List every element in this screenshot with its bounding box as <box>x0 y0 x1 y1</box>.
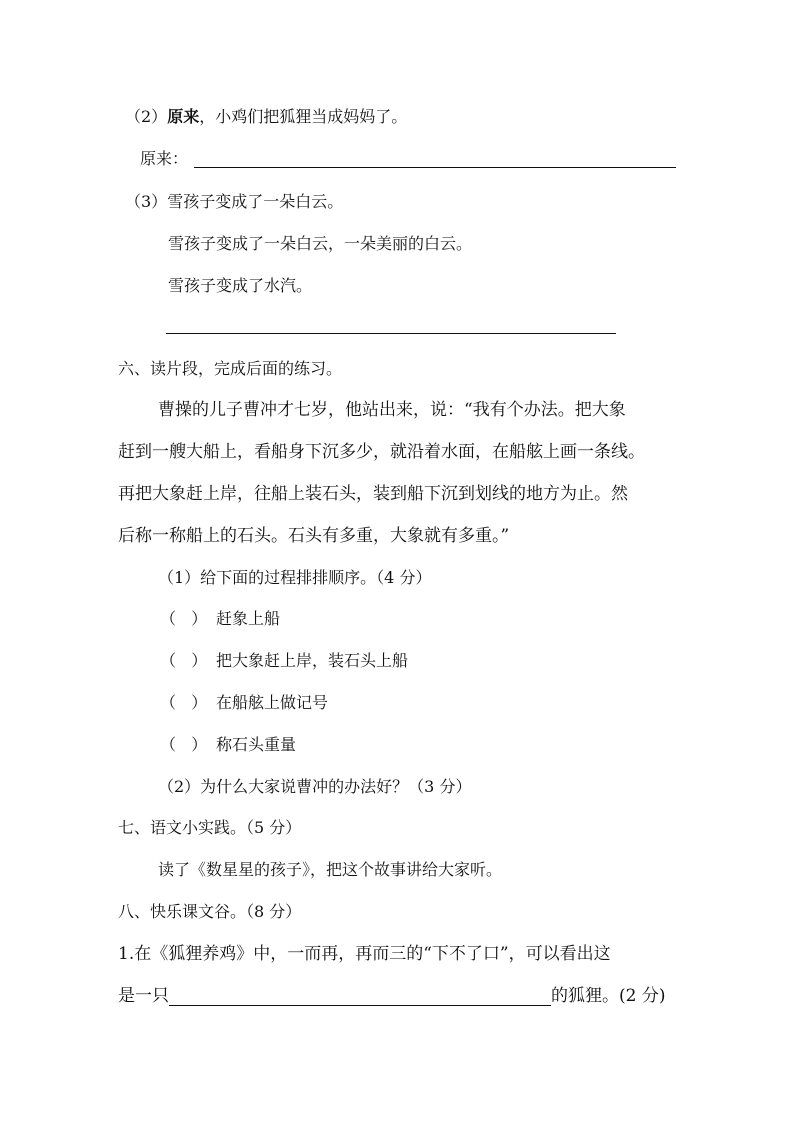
q5-item2-sentence <box>125 107 407 127</box>
order-item-4 <box>160 735 296 755</box>
q5-item3-sentence <box>125 192 343 212</box>
q5-item3-s2: 雪孩子变成了一朵白云，一朵美丽的白云。 <box>168 234 473 253</box>
q6-passage-line-3: 再把大象赶上岸，往船上装石头，装到船下沉到划线的地方为止。然 <box>118 484 628 504</box>
q5-item2-bold-word: 原来 <box>167 107 200 126</box>
order-item-1-blank[interactable]: （ ） <box>160 609 208 628</box>
order-item-2 <box>160 651 408 671</box>
order-item-3-blank[interactable]: （ ） <box>160 693 208 712</box>
order-item-1-label: 赶象上船 <box>216 609 281 628</box>
q6-passage-line-2: 赶到一艘大船上，看船身下沉多少，就沿着水面，在船舷上画一条线。 <box>118 442 645 462</box>
order-item-3 <box>160 693 328 713</box>
order-item-1 <box>160 609 280 629</box>
q5-item3-number: （3） <box>125 192 168 211</box>
q6-heading: 六、读片段，完成后面的练习。 <box>118 359 343 378</box>
q8-line-2-start: 是一只 <box>118 986 169 1006</box>
q8-answer-line[interactable] <box>169 989 551 1006</box>
q6-passage-line-1: 曹操的儿子曹冲才七岁，他站出来，说：“我有个办法。把大象 <box>158 400 626 420</box>
q8-line-2 <box>118 986 665 1006</box>
q7-text: 读了《数星星的孩子》，把这个故事讲给大家听。 <box>158 860 503 879</box>
q8-line-2-end: 的狐狸。(2 分) <box>551 986 666 1006</box>
q6-sub2: （2）为什么大家说曹冲的办法好？（3 分） <box>158 777 472 796</box>
q8-line-1: 1.在《狐狸养鸡》中，一而再，再而三的“下不了口”，可以看出这 <box>118 944 611 964</box>
order-item-2-blank[interactable]: （ ） <box>160 651 208 670</box>
q5-item3-s1: 雪孩子变成了一朵白云。 <box>167 192 344 211</box>
order-item-4-blank[interactable]: （ ） <box>160 735 208 754</box>
q6-passage-line-4: 后称一称船上的石头。石头有多重，大象就有多重。” <box>118 526 510 546</box>
q7-heading: 七、语文小实践。（5 分） <box>118 818 302 837</box>
q5-item2-rest: ，小鸡们把狐狸当成妈妈了。 <box>199 107 408 126</box>
q5-item2-answer-line[interactable] <box>194 151 676 168</box>
q6-sub1: （1）给下面的过程排排顺序。（4 分） <box>158 568 432 587</box>
q5-item2-fill-row <box>140 149 188 169</box>
q5-item2-number: （2） <box>125 107 168 126</box>
order-item-3-label: 在船舷上做记号 <box>216 693 329 712</box>
q8-heading: 八、快乐课文谷。（8 分） <box>118 902 302 921</box>
q5-item3-answer-line[interactable] <box>166 317 616 334</box>
order-item-4-label: 称石头重量 <box>216 735 297 754</box>
q5-item2-fill-label: 原来： <box>140 149 189 168</box>
order-item-2-label: 把大象赶上岸，装石头上船 <box>216 651 409 670</box>
q5-item3-s3: 雪孩子变成了水汽。 <box>168 276 313 295</box>
